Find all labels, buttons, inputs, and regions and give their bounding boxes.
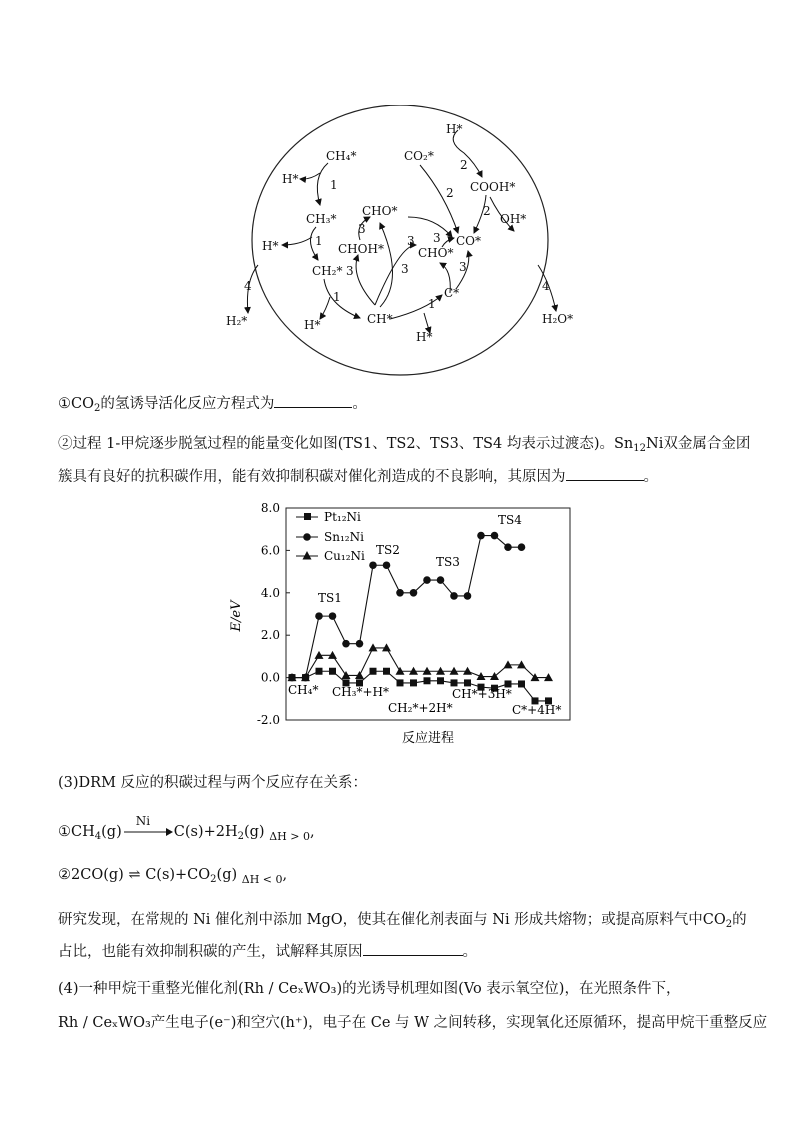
q2-line2: 簇具有良好的抗积碳作用，能有效抑制积碳对催化剂造成的不良影响，其原因为 <box>58 469 566 485</box>
eq1-catalyst: Ni <box>135 814 151 828</box>
q1-text: 的氢诱导活化反应方程式为 <box>100 396 275 412</box>
equation-1: $①CH_4(g)$ Ni $C(s)+2H_2(g)$ $_{\Delta H > 0}$, <box>58 822 315 847</box>
data-point-square <box>410 679 417 686</box>
question-2-line2 <box>58 466 658 487</box>
y-tick-label: 8.0 <box>260 501 280 515</box>
q3-end: 。 <box>462 944 477 960</box>
data-point-circle <box>491 532 499 540</box>
data-point-circle <box>504 543 512 551</box>
data-point-circle <box>383 561 391 569</box>
question-2-line1: ②过程 1-甲烷逐步脱氢过程的能量变化如图(TS1、TS2、TS3、TS4 均表示过渡态)。$Sn_{12}Ni$双金属合金团 <box>58 436 751 454</box>
species-choh: CHOH* <box>338 242 384 256</box>
path-3c: 3 <box>407 234 415 248</box>
species-ch3: CH₃* <box>306 212 337 226</box>
species-cooh: COOH* <box>470 180 516 194</box>
q1-end: 。 <box>352 396 367 412</box>
species-oh: OH* <box>500 212 527 226</box>
eq1-pre: ①CH <box>58 824 95 840</box>
data-point-circle <box>396 589 404 597</box>
data-point-circle <box>437 576 445 584</box>
species-co: CO* <box>456 234 482 248</box>
data-point-square <box>451 679 458 686</box>
x-axis-label: 反应进程 <box>401 731 455 746</box>
data-point-square <box>383 668 390 675</box>
y-tick-label: 2.0 <box>260 628 280 643</box>
state-label-1: CH₄* <box>288 683 319 697</box>
q4-catalyst-2: Rh / CeₓWO₃ <box>58 1015 151 1031</box>
path-2c: 2 <box>483 204 491 218</box>
q4-line1b: )的光诱导机理如图(Vo 表示氧空位)，在光照条件下， <box>336 981 681 997</box>
path-1d: 1 <box>428 297 436 311</box>
answer-blank-2[interactable] <box>566 466 644 481</box>
data-point-circle <box>477 532 485 540</box>
q2-line1: ②过程 1-甲烷逐步脱氢过程的能量变化如图(TS1、TS2、TS3、TS4 均表示过渡态)。 <box>58 436 614 452</box>
path-2a: 2 <box>460 158 468 172</box>
data-point-circle <box>356 640 364 648</box>
path-1b: 1 <box>315 234 323 248</box>
species-cho2: CHO* <box>418 246 454 260</box>
mechanism-diagram <box>220 105 580 385</box>
question-4-line1 <box>58 979 680 999</box>
data-point-circle <box>342 640 350 648</box>
data-point-circle <box>410 589 418 597</box>
ts-label-1: TS1 <box>318 591 342 605</box>
species-ch: CH* <box>367 312 393 326</box>
catalyst-arrow <box>122 814 174 839</box>
data-point-square <box>329 668 336 675</box>
path-3b: 3 <box>346 264 354 278</box>
y-tick-label: 0.0 <box>260 670 280 685</box>
legend-item-pt <box>296 510 361 524</box>
data-point-circle <box>518 543 526 551</box>
path-2b: 2 <box>446 186 454 200</box>
state-label-2: CH₃*+H* <box>332 685 389 699</box>
q2-end: 。 <box>643 469 658 485</box>
legend-label-cu: Cu₁₂Ni <box>324 549 365 563</box>
species-co2: CO₂* <box>404 149 434 163</box>
equation-2: ②2CO(g) ⇌ $C(s)+CO_2(g)$ $_{\Delta H < 0}$, <box>58 867 288 886</box>
question-3-intro: (3)DRM 反应的积碳过程与两个反应存在关系： <box>58 775 368 791</box>
question-3-line1: 研究发现，在常规的 Ni 催化剂中添加 MgO，使其在催化剂表面与 Ni 形成共熔物；或提高原料气中$CO_2$的 <box>58 912 747 930</box>
species-cho: CHO* <box>362 204 398 218</box>
q3-line1end: 的 <box>732 912 747 928</box>
q2-line1b: 双金属合金团 <box>663 436 751 452</box>
data-point-square <box>397 679 404 686</box>
eq2-mid: C(s)+CO <box>145 867 211 883</box>
eq1-mid: C(s)+2H <box>173 824 238 840</box>
energy-chart <box>220 498 580 750</box>
ts-label-3: TS3 <box>436 555 460 569</box>
species-ch2: CH₂* <box>312 264 343 278</box>
data-point-circle <box>369 561 377 569</box>
path-3e: 3 <box>433 231 441 245</box>
q3-line1: 研究发现，在常规的 Ni 催化剂中添加 MgO，使其在催化剂表面与 Ni 形成共熔物；或提高原料气中 <box>58 912 703 928</box>
reaction-circle <box>252 105 548 375</box>
data-point-square <box>424 677 431 684</box>
legend-item-cu <box>296 549 365 563</box>
species-h2oout: H₂O* <box>542 312 574 326</box>
species-h1: H* <box>282 172 299 186</box>
legend-label-pt: Pt₁₂Ni <box>324 510 361 524</box>
data-point-circle <box>450 592 458 600</box>
data-point-square <box>316 668 323 675</box>
path-1a: 1 <box>330 178 338 192</box>
data-point-square <box>370 668 377 675</box>
answer-blank-1[interactable] <box>274 393 352 408</box>
data-point-circle <box>315 612 323 620</box>
state-label-4: CH*+3H* <box>452 687 512 701</box>
y-tick-label: -2.0 <box>256 713 280 727</box>
q3-line2: 占比，也能有效抑制积碳的产生，试解释其原因 <box>58 944 363 960</box>
q4-line2b: 产生电子(e⁻)和空穴(h⁺)，电子在 Ce 与 W 之间转移，实现氧化还原循环，提高甲烷干重整反应 <box>150 1015 768 1031</box>
state-label-3: CH₂*+2H* <box>388 701 453 715</box>
q1-prefix: ① <box>58 396 71 412</box>
ts-label-2: TS2 <box>376 543 400 557</box>
question-3-line2 <box>58 941 477 962</box>
y-tick-label: 4.0 <box>260 585 280 600</box>
state-label-5: C*+4H* <box>512 703 562 717</box>
path-1c: 1 <box>333 290 341 304</box>
data-point-circle <box>329 612 337 620</box>
legend-label-sn: Sn₁₂Ni <box>324 530 364 544</box>
q4-line1a: (4)一种甲烷干重整光催化剂( <box>58 981 244 997</box>
species-ch4: CH₄* <box>326 149 357 163</box>
q4-catalyst-1: Rh / CeₓWO₃ <box>243 981 337 997</box>
species-h3: H* <box>304 318 321 332</box>
answer-blank-3[interactable] <box>363 941 463 956</box>
data-point-square <box>464 679 471 686</box>
path-4a: 4 <box>244 279 252 293</box>
y-axis-label: E/eV <box>229 600 244 632</box>
chart-legend <box>296 510 365 563</box>
ts-label-4: TS4 <box>498 513 522 527</box>
species-h4: H* <box>416 330 433 344</box>
y-ticks <box>257 501 290 727</box>
data-point-square <box>437 677 444 684</box>
legend-item-sn <box>296 530 364 544</box>
path-4b: 4 <box>542 279 550 293</box>
eq2-arrow: ⇌ <box>128 867 141 883</box>
y-tick-label: 6.0 <box>260 543 280 558</box>
path-3a: 3 <box>358 222 366 236</box>
eq2-pre: ②2CO(g) <box>58 867 124 883</box>
data-point-circle <box>423 576 431 584</box>
species-h2: H* <box>262 239 279 253</box>
path-3d: 3 <box>401 262 409 276</box>
species-h5: H* <box>446 122 463 136</box>
species-c: C* <box>444 286 460 300</box>
data-point-square <box>518 680 525 687</box>
eq1-dh: ΔH > 0 <box>269 830 310 843</box>
data-point-circle <box>464 592 472 600</box>
question-1: $①CO_2$的氢诱导活化反应方程式为 。 <box>58 393 367 414</box>
question-4-line2 <box>58 1013 767 1033</box>
species-h2out: H₂* <box>226 314 248 328</box>
path-3f: 3 <box>459 260 467 274</box>
eq2-dh: ΔH < 0 <box>241 873 283 886</box>
